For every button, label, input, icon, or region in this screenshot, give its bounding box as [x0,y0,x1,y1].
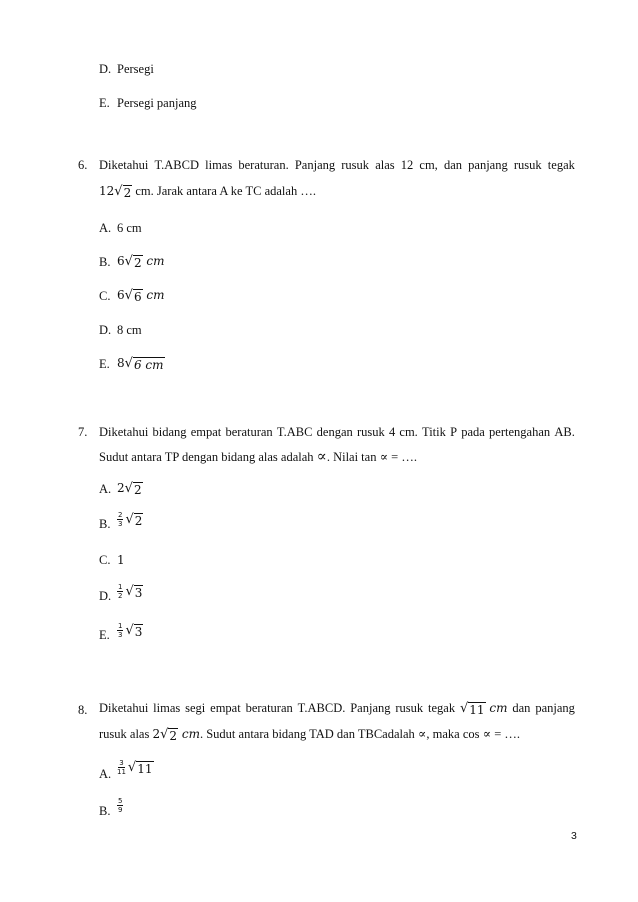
word: panjang [468,158,508,172]
q6-option-d-letter: D. [99,323,112,337]
word: T.ABCD [154,158,199,172]
word: Diketahui [99,701,149,715]
q6-coef: 12 [99,184,115,198]
q5-option-d-letter: D. [99,62,112,76]
q8-option-b-value: $\frac{5}{9}$ [118,797,123,814]
q8-line2-post: . Sudut antara bidang TAD dan TBCadalah ∝, maka cos ∝ = …. [199,727,520,741]
word: dan [443,158,463,172]
word: pada [461,425,485,439]
q7-option-c-text: 1 [117,553,125,567]
q5-option-d-text: Persegi [117,62,154,76]
word: rusuk [395,701,424,715]
alpha-symbol: ∝ [316,447,327,465]
q6-sqrt: √ 2 [114,184,132,200]
word: 12 [400,158,414,172]
word: panjang [535,701,575,715]
q7-option-d-value: $\frac{1}{2}$ √ 3 [118,583,143,600]
word: Panjang [350,701,391,715]
word: beraturan. [238,158,289,172]
q6-number: 6. [78,158,88,172]
q7-number: 7. [78,425,88,439]
word: empat [210,701,241,715]
q8-line2: rusuk alas 2 √ 2 cm. Sudut antara bidang TAD dan TBCadalah ∝, maka cos ∝ = …. [99,727,520,743]
q5-option-e-letter: E. [99,96,110,110]
word: tegak [428,701,456,715]
q7-option-b-letter: B. [99,517,111,531]
q7-option-e-value: $\frac{1}{3}$ √ 3 [118,622,143,639]
q8-number: 8. [78,703,88,717]
q7-line2-post: . Nilai tan ∝ = …. [326,450,417,464]
q7-option-a-letter: A. [99,482,112,496]
q6-line1 [99,157,575,173]
q7-option-d-letter: D. [99,589,112,603]
page-number: 3 [571,830,577,842]
word: empat [190,425,222,439]
word: alas [375,158,395,172]
word: dengan [316,425,353,439]
word: dan [512,701,531,715]
word: beraturan [245,701,293,715]
word: Diketahui [99,158,149,172]
word: segi [185,701,206,715]
word: rusuk [356,425,385,439]
word: T.ABCD. [297,701,346,715]
q7-option-c-letter: C. [99,553,111,567]
q6-line2-rest: cm. Jarak antara A ke TC adalah …. [135,184,316,198]
q7-line2 [99,448,417,465]
q7-option-b-value: $\frac{2}{3}$ √ 2 [118,511,143,528]
word: AB. [554,425,575,439]
word: bidang [152,425,187,439]
q7-line1 [99,424,575,440]
q6-option-a-letter: A. [99,221,112,235]
q8-line2-pre: rusuk alas [99,727,150,741]
q6-option-e-value: 8 √ 6 cm [117,356,164,372]
word: T.ABC [276,425,313,439]
word: limas [153,701,181,715]
q6-option-c-letter: C. [99,289,111,303]
q8-option-b-letter: B. [99,804,111,818]
q6-option-b-letter: B. [99,255,111,269]
q8-option-a-value: $\frac{3}{11}$ √ 11 [117,759,153,776]
word: rusuk [513,158,542,172]
q6-line2 [99,183,316,200]
word: cm, [419,158,438,172]
word: beraturan [225,425,273,439]
word: 4 [388,425,396,439]
q6-option-c-value: 6 √ 6 cm [117,288,165,304]
word: pertengahan [489,425,551,439]
word: tegak [547,158,575,172]
q8-sqrt11: √ 11 cm [459,701,508,717]
q5-option-e-text: Persegi panjang [117,96,197,110]
word: limas [205,158,233,172]
word: rusuk [341,158,370,172]
q7-line2-pre: Sudut antara TP dengan bidang alas adalah [99,450,314,464]
word: Diketahui [99,425,149,439]
q6-option-d-text: 8 cm [117,323,142,337]
q8-option-a-letter: A. [99,767,112,781]
word: Panjang [294,158,336,172]
q8-line1 [99,700,575,717]
word: P [450,425,458,439]
q6-option-a-text: 6 cm [117,221,142,235]
word: cm. [399,425,418,439]
q7-option-a-value: 2 √ 2 [117,481,142,497]
word: Titik [422,425,446,439]
q6-option-b-value: 6 √ 2 cm [117,254,165,270]
q7-option-e-letter: E. [99,628,110,642]
q6-option-e-letter: E. [99,357,110,371]
